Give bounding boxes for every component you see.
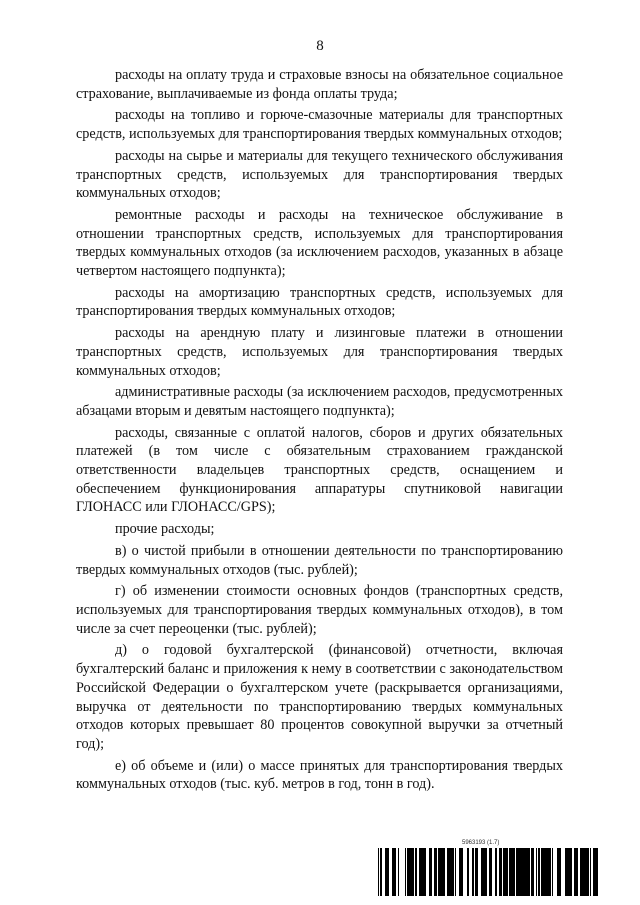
paragraph: расходы на амортизацию транспортных средств, используемых для транспортирования твердых коммунальных отходов; <box>76 284 563 320</box>
paragraph: прочие расходы; <box>115 521 215 538</box>
paragraph: г) об изменении стоимости основных фондов (транспортных средств, используемых для транспортирования твердых коммунальных отходов), в том числе за счет переоценки (тыс. рублей); <box>76 583 563 637</box>
paragraph: расходы на оплату труда и страховые взносы на обязательное социальное страхование, выплачиваемые из фонда оплаты труда; <box>76 67 563 102</box>
barcode-caption: 5963193 (1.7) <box>462 840 500 846</box>
barcode-icon <box>378 848 600 896</box>
page-number: 8 <box>316 38 324 54</box>
paragraph: расходы на топливо и горюче-смазочные материалы для транспортных средств, используемых для транспортирования твердых коммунальных отходов; <box>76 107 563 143</box>
paragraph: административные расходы (за исключением расходов, предусмотренных абзацами вторым и девятым настоящего подпункта); <box>76 384 563 419</box>
paragraph: в) о чистой прибыли в отношении деятельности по транспортированию твердых коммунальных отходов (тыс. рублей); <box>76 542 563 578</box>
paragraph: е) об объеме и (или) о массе принятых для транспортирования твердых коммунальных отходов (тыс. куб. метров в год, тонн в год). <box>76 757 563 793</box>
paragraph: расходы на арендную плату и лизинговые платежи в отношении транспортных средств, используемых для транспортирования твердых коммунальных отходов; <box>76 325 563 379</box>
paragraph: расходы на сырье и материалы для текущего технического обслуживания транспортных средств, используемых для транспортирования твердых коммунальных отходов; <box>76 147 563 202</box>
paragraph: д) о годовой бухгалтерской (финансовой) отчетности, включая бухгалтерский баланс и приложения к нему в соответствии с законодательством Российской Федерации о бухгалтерском учете (раскрывается организациями, выручка от деятельности по транспортированию твердых коммунальных отходов которых превышает 80 процентов совокупной выручки за отчетный год); <box>76 642 563 752</box>
document-body <box>76 66 563 797</box>
paragraph: ремонтные расходы и расходы на техническое обслуживание в отношении транспортных средств, используемых для транспортирования твердых коммунальных отходов (за исключением расходов, указанных в абзаце четвертом настоящего подпункта); <box>76 206 563 280</box>
paragraph: расходы, связанные с оплатой налогов, сборов и других обязательных платежей (в том числе с обязательным страхованием гражданской ответственности владельцев транспортных средств, оснащением и обеспечением функционирования аппаратуры спутниковой навигации ГЛОНАСС или ГЛОНАСС/GPS); <box>76 424 563 516</box>
